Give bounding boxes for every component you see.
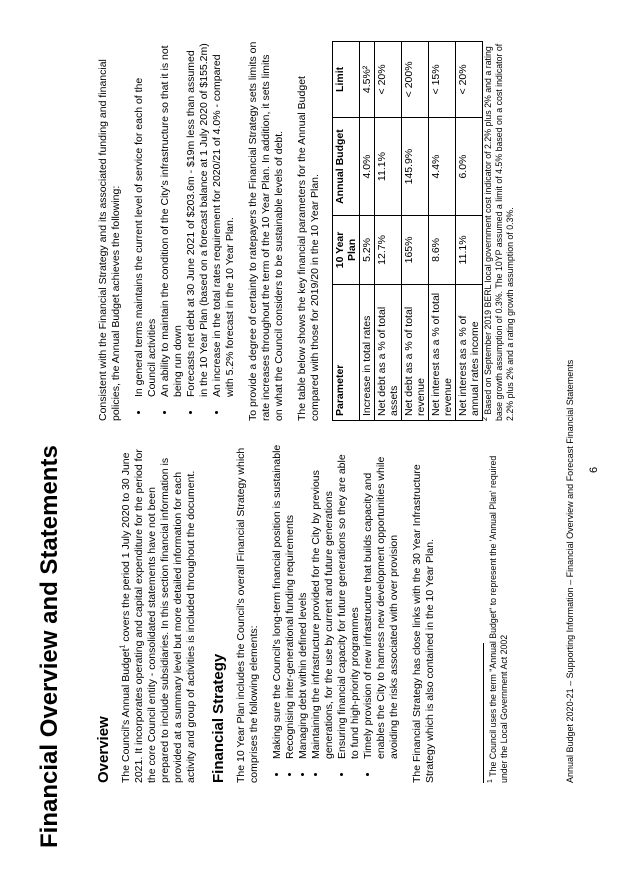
footnote-2-text: Based on September 2019 BERL local government cost indicator of 2.2% plus 2% and a rating base growth assumption of 0.3%. The 10YP assumed a limit of 4.5% based on a cost indicator of 2.2% plus 2% and a rating growth assumption of 0.3%.: [483, 43, 515, 421]
financial-parameters-table: [332, 41, 483, 421]
footnote-area-right: [483, 41, 516, 421]
footnote-1: [488, 443, 510, 783]
limits-paragraph: To provide a degree of certainty to ratepayers the Financial Strategy sets limits on rate increases throughout the term of the 10 Year Plan. In addition, it sets limits on what the Council considers to be sustainable levels of debt.: [247, 41, 285, 421]
footnote-1-ref: 1: [119, 644, 127, 649]
table-cell: Net debt as a % of total assets: [375, 284, 402, 420]
page-number: 6: [588, 466, 600, 473]
table-cell: 165%: [402, 216, 429, 284]
list-item: • Managing debt within defined levels: [297, 443, 310, 763]
overview-heading: Overview: [95, 716, 112, 783]
strategy-heading: Financial Strategy: [210, 653, 227, 783]
table-row: [456, 42, 483, 421]
page-footer: Annual Budget 2020-21 – Supporting Information – Financial Overview and Forecast Financial Statements: [565, 359, 575, 783]
list-item: • An ability to maintain the condition of the City's infrastructure so that it is not being run down: [159, 41, 185, 401]
table-cell: Net interest as a % of annual rates income: [456, 284, 483, 420]
strategy-intro: The 10 Year Plan includes the Council's overall Financial Strategy which comprises the following elements:: [235, 447, 260, 783]
table-cell: < 200%: [402, 42, 429, 118]
table-cell: 4.0%: [360, 117, 375, 216]
table-cell: Net interest as a % of total revenue: [429, 284, 456, 420]
footnote-divider: [483, 643, 484, 783]
list-item: • Forecasts net debt at 30 June 2021 of $203.6m - $19m less than assumed in the 10 Year Plan (based on a forecast balance at 1 July 2020 of $155.2m): [185, 41, 211, 401]
right-column: [97, 41, 493, 421]
table-cell: 4.4%: [429, 117, 456, 216]
strategy-closing: The Financial Strategy has close links with the 30 Year Infrastructure Strategy which is also contained in the 10 Year Plan.: [411, 464, 436, 783]
table-cell: < 20%: [456, 42, 483, 118]
column-header: Limit: [333, 42, 360, 118]
overview-text-start: The Council's Annual Budget: [120, 648, 132, 783]
table-cell: < 15%: [429, 42, 456, 118]
table-intro: The table below shows the key financial parameters for the Annual Budget compared with those for 2019/20 in the 10 Year Plan.: [296, 76, 321, 421]
column-header: 10 Year Plan: [333, 216, 360, 284]
table-row: [429, 42, 456, 421]
list-item: • An increase in the total rates requirement for 2020/21 of 4.0% - compared with 5.2% forecast in the 10 Year Plan.: [211, 41, 237, 401]
left-column: [97, 443, 447, 783]
table-header-row: [333, 42, 360, 421]
list-item: • Timely provision of new infrastructure that builds capacity and enables the City to harness new development opportunities while avoiding the risks associated with over provision: [362, 443, 401, 763]
footnote-1-mark: 1: [487, 779, 495, 783]
overview-paragraph: [120, 443, 198, 783]
list-item: • In general terms maintains the current level of service for each of the Council activities: [133, 41, 159, 401]
budget-achievements-list: [133, 41, 237, 421]
table-cell: 11.1%: [456, 216, 483, 284]
strategy-list: [271, 443, 401, 783]
list-item: • Ensuring financial capacity for future generations so they are able to fund high-priority programmes: [336, 443, 362, 763]
table-cell: 11.1%: [375, 117, 402, 216]
table-row: [375, 42, 402, 421]
table-row: [402, 42, 429, 421]
table-cell: 12.7%: [375, 216, 402, 284]
footnote-1-text: The Council uses the term "Annual Budget" to represent the 'Annual Plan' required under the Local Government Act 2002: [488, 455, 509, 783]
table-row: [360, 42, 375, 421]
table-cell: < 20%: [375, 42, 402, 118]
list-item: • Making sure the Council's long-term financial position is sustainable: [271, 443, 284, 763]
overview-text-rest: covers the period 1 July 2020 to 30 June 2021. It incorporates operating and capital expenditure for the period for the core Council entity - consolidated statements have not been prepared to include subsidiaries. In this section financial information is provided at a summary level but more detailed information for each activity and group of activities is included throughout the document.: [120, 449, 197, 783]
column-header: Parameter: [333, 284, 360, 420]
footnote-2-mark: 2: [482, 417, 490, 421]
table-cell: 4.5%²: [360, 42, 375, 118]
table-cell: Net debt as a % of total revenue: [402, 284, 429, 420]
footnote-area-left: [483, 443, 510, 783]
table-cell: 5.2%: [360, 216, 375, 284]
budget-intro: Consistent with the Financial Strategy and its associated funding and financial policies, the Annual Budget achieves the following:: [97, 59, 122, 421]
page-title: Financial Overview and Statements: [36, 445, 63, 848]
table-cell: 6.0%: [456, 117, 483, 216]
table-cell: 8.6%: [429, 216, 456, 284]
column-header: Annual Budget: [333, 117, 360, 216]
list-item: • Maintaining the infrastructure provided for the City by previous generations, for the use by current and future generations: [310, 443, 336, 763]
footnote-2: [483, 41, 516, 421]
table-cell: 145.9%: [402, 117, 429, 216]
table-cell: Increase in total rates: [360, 284, 375, 420]
list-item: • Recognising inter-generational funding requirements: [284, 443, 297, 763]
